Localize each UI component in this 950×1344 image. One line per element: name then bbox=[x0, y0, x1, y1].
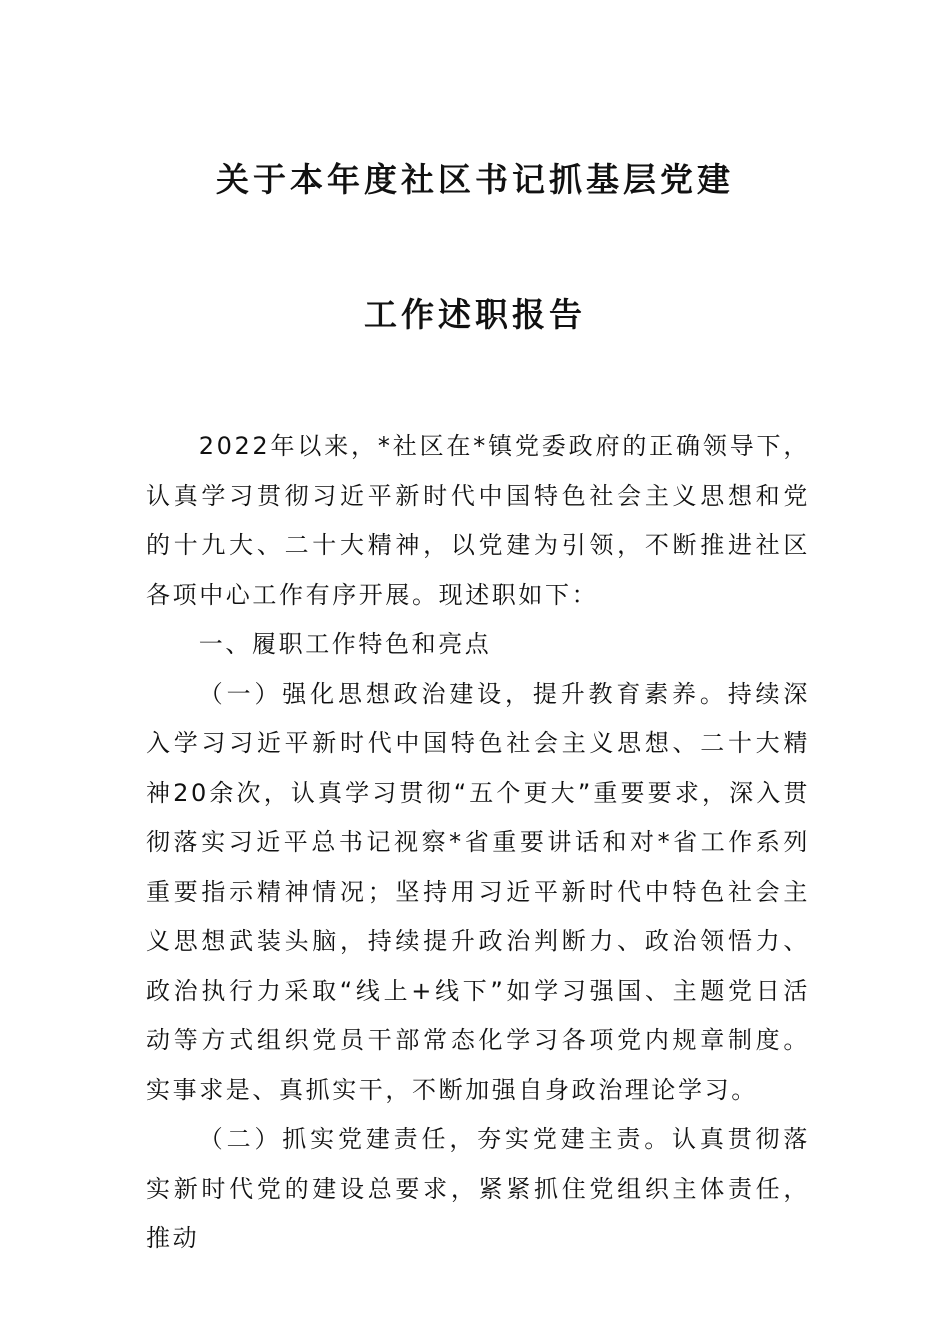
paragraph-intro: 2022年以来，*社区在*镇党委政府的正确领导下，认真学习贯彻习近平新时代中国特色社会主义思想和党的十九大、二十大精神，以党建为引领，不断推进社区各项中心工作有序开展。现述职如下： bbox=[146, 432, 810, 609]
document-body bbox=[146, 422, 810, 1264]
paragraph-subsection-1: （一）强化思想政治建设，提升教育素养。持续深入学习习近平新时代中国特色社会主义思想、二十大精神20余次，认真学习贯彻“五个更大”重要要求，深入贯彻落实习近平总书记视察*省重要讲话和对*省工作系列重要指示精神情况；坚持用习近平新时代中特色社会主义思想武装头脑，持续提升政治判断力、政治领悟力、政治执行力采取“线上+线下”如学习强国、主题党日活动等方式组织党员干部常态化学习各项党内规章制度。实事求是、真抓实干，不断加强自身政治理论学习。 bbox=[146, 679, 810, 1104]
section-heading-1: 一、履职工作特色和亮点 bbox=[198, 630, 492, 658]
paragraph-subsection-2: （二）抓实党建责任，夯实党建主责。认真贯彻落实新时代党的建设总要求，紧紧抓住党组织主体责任，推动 bbox=[146, 1125, 810, 1252]
document-title-line-1: 关于本年度社区书记抓基层党建 bbox=[216, 160, 734, 199]
document-title-line-2: 工作述职报告 bbox=[364, 295, 586, 334]
